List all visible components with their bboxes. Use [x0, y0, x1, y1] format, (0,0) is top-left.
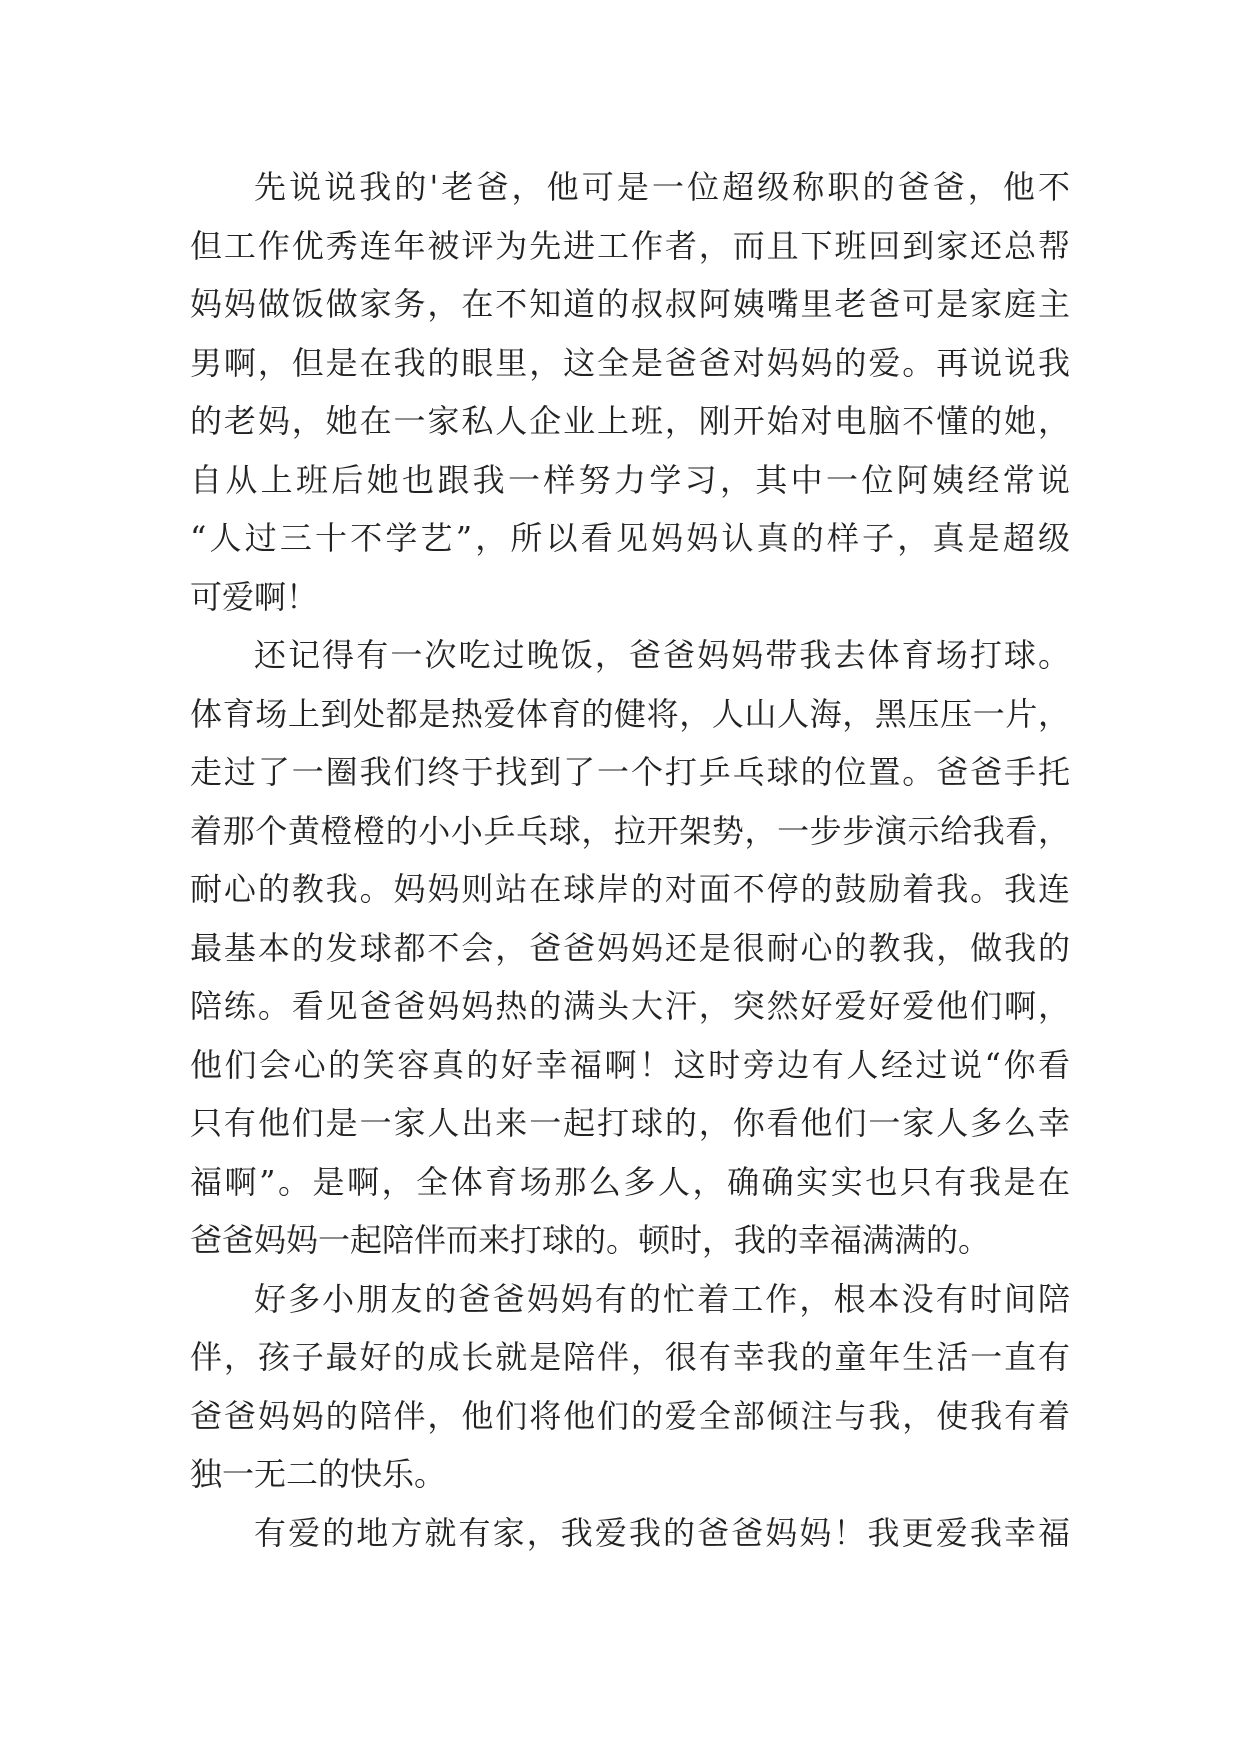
text-line: 有爱的地方就有家，我爱我的爸爸妈妈！我更爱我幸福: [254, 1513, 1070, 1552]
text-line: 好多小朋友的爸爸妈妈有的忙着工作，根本没有时间陪: [254, 1279, 1070, 1318]
text-line: 着那个黄橙橙的小小乒乓球，拉开架势，一步步演示给我看，: [190, 811, 1070, 850]
text-line: 先说说我的'老爸，他可是一位超级称职的爸爸，他不: [254, 168, 1070, 206]
text-line: 男啊，但是在我的眼里，这全是爸爸对妈妈的爱。再说说我: [190, 343, 1070, 382]
text-line: 独一无二的快乐。: [190, 1455, 447, 1493]
text-line: 伴，孩子最好的成长就是陪伴，很有幸我的童年生活一直有: [190, 1338, 1070, 1376]
text-line: 只有他们是一家人出来一起打球的，你看他们一家人多么幸: [190, 1104, 1070, 1142]
text-line: 福啊”。是啊，全体育场那么多人，确确实实也只有我是在: [190, 1162, 1070, 1201]
text-line: 最基本的发球都不会，爸爸妈妈还是很耐心的教我，做我的: [190, 928, 1070, 967]
text-line: 体育场上到处都是热爱体育的健将，人山人海，黑压压一片，: [190, 694, 1070, 733]
text-line: 走过了一圈我们终于找到了一个打乒乓球的位置。爸爸手托: [190, 753, 1070, 791]
body-text: [190, 158, 1070, 1562]
text-line: 他们会心的笑容真的好幸福啊！这时旁边有人经过说“你看: [190, 1045, 1070, 1084]
text-line: 但工作优秀连年被评为先进工作者，而且下班回到家还总帮: [190, 226, 1070, 265]
text-line: 自从上班后她也跟我一样努力学习，其中一位阿姨经常说: [190, 460, 1070, 499]
text-line: 耐心的教我。妈妈则站在球岸的对面不停的鼓励着我。我连: [190, 870, 1070, 908]
text-line: “人过三十不学艺”，所以看见妈妈认真的样子，真是超级: [190, 519, 1070, 557]
text-line: 陪练。看见爸爸妈妈热的满头大汗，突然好爱好爱他们啊，: [190, 987, 1070, 1025]
text-line: 还记得有一次吃过晚饭，爸爸妈妈带我去体育场打球。: [254, 636, 1070, 674]
text-line: 爸爸妈妈一起陪伴而来打球的。顿时，我的幸福满满的。: [190, 1221, 991, 1259]
text-line: 可爱啊！: [190, 577, 319, 616]
text-line: 的老妈，她在一家私人企业上班，刚开始对电脑不懂的她，: [190, 402, 1070, 440]
text-line: 妈妈做饭做家务，在不知道的叔叔阿姨嘴里老爸可是家庭主: [190, 285, 1070, 323]
text-line: 爸爸妈妈的陪伴，他们将他们的爱全部倾注与我，使我有着: [190, 1396, 1070, 1435]
